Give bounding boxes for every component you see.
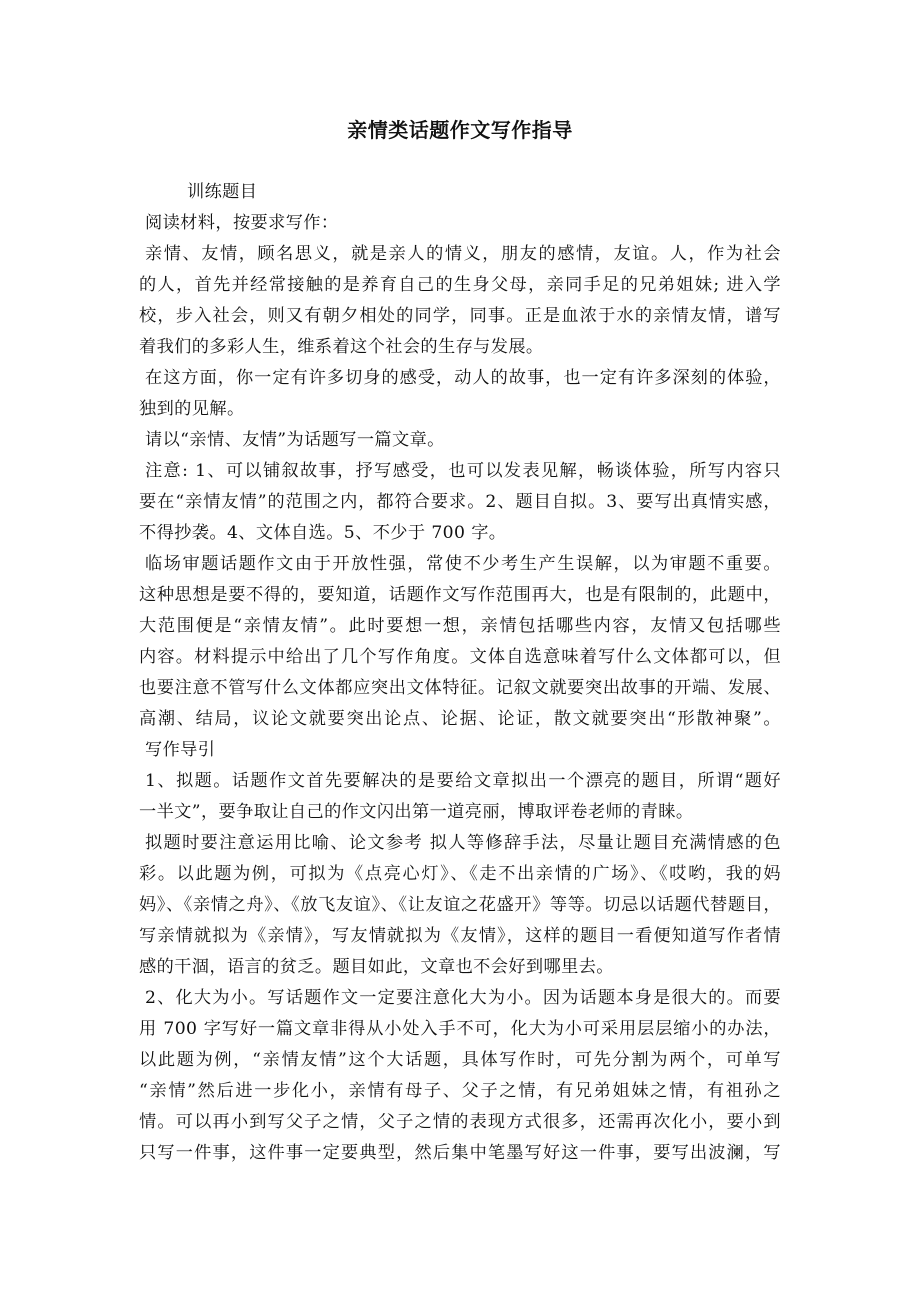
text-line: 在这方面，你一定有许多切身的感受，动人的故事，也一定有许多深刻的体验， <box>145 368 781 388</box>
text-line: 训练题目 <box>187 182 258 202</box>
document-title: 亲情类话题作文写作指导 <box>347 118 573 142</box>
text-line: 2、化大为小。写话题作文一定要注意化大为小。因为话题本身是很大的。而要 <box>145 988 781 1008</box>
text-line: 也要注意不管写什么文体都应突出文体特征。记叙文就要突出故事的开端、发展、 <box>139 678 781 698</box>
text-line: 阅读材料，按要求写作： <box>145 213 339 233</box>
text-line: 不得抄袭。4、文体自选。5、不少于 700 字。 <box>139 523 507 543</box>
text-line: 校，步入社会，则又有朝夕相处的同学，同事。正是血浓于水的亲情友情，谱写 <box>139 306 781 326</box>
text-line: 拟题时要注意运用比喻、论文参考 拟人等修辞手法，尽量让题目充满情感的色 <box>145 833 781 853</box>
text-line: 独到的见解。 <box>139 399 245 419</box>
text-line: 彩。以此题为例，可拟为《点亮心灯》、《走不出亲情的广场》、《哎哟，我的妈 <box>139 864 781 884</box>
text-line: 临场审题话题作文由于开放性强，常使不少考生产生误解，以为审题不重要。 <box>145 554 781 574</box>
text-line: 请以“亲情、友情”为话题写一篇文章。 <box>145 430 445 450</box>
text-line: 只写一件事，这件事一定要典型，然后集中笔墨写好这一件事，要写出波澜，写 <box>139 1143 781 1163</box>
text-line: 1、拟题。话题作文首先要解决的是要给文章拟出一个漂亮的题目，所谓“题好 <box>145 771 781 791</box>
text-line: 的人，首先并经常接触的是养育自己的生身父母，亲同手足的兄弟姐妹; 进入学 <box>139 275 781 295</box>
text-line: 亲情、友情，顾名思义，就是亲人的情义，朋友的感情，友谊。人，作为社会 <box>145 244 781 264</box>
text-line: 要在“亲情友情”的范围之内，都符合要求。2、题目自拟。3、要写出真情实感， <box>139 492 781 512</box>
text-line: 用 700 字写好一篇文章非得从小处入手不可，化大为小可采用层层缩小的办法， <box>139 1019 781 1039</box>
text-line: 这种思想是要不得的，要知道，话题作文写作范围再大，也是有限制的，此题中， <box>139 585 781 605</box>
text-line: 注意: 1、可以铺叙故事，抒写感受，也可以发表见解，畅谈体验，所写内容只 <box>145 461 781 481</box>
text-line: “亲情”然后进一步化小，亲情有母子、父子之情，有兄弟姐妹之情，有祖孙之 <box>139 1081 781 1101</box>
document-body <box>139 177 781 1169</box>
text-line: 一半文”，要争取让自己的作文闪出第一道亮丽，博取评卷老师的青睐。 <box>139 802 694 822</box>
text-line: 情。可以再小到写父子之情，父子之情的表现方式很多，还需再次化小，要小到 <box>139 1112 781 1132</box>
text-line: 高潮、结局，议论文就要突出论点、论据、论证，散文就要突出“形散神聚”。 <box>139 709 781 729</box>
text-line: 以此题为例，“亲情友情”这个大话题，具体写作时，可先分割为两个，可单写 <box>139 1050 781 1070</box>
text-line: 着我们的多彩人生，维系着这个社会的生存与发展。 <box>139 337 544 357</box>
text-line: 大范围便是“亲情友情”。此时要想一想，亲情包括哪些内容，友情又包括哪些 <box>139 616 781 636</box>
text-line: 写亲情就拟为《亲情》，写友情就拟为《友情》，这样的题目一看便知道写作者情 <box>139 926 781 946</box>
text-line: 写作导引 <box>145 740 216 760</box>
text-line: 感的干涸，语言的贫乏。题目如此，文章也不会好到哪里去。 <box>139 957 614 977</box>
text-line: 妈》、《亲情之舟》、《放飞友谊》、《让友谊之花盛开》等等。切忌以话题代替题目， <box>139 895 781 915</box>
text-line: 内容。材料提示中给出了几个写作角度。文体自选意味着写什么文体都可以，但 <box>139 647 781 667</box>
